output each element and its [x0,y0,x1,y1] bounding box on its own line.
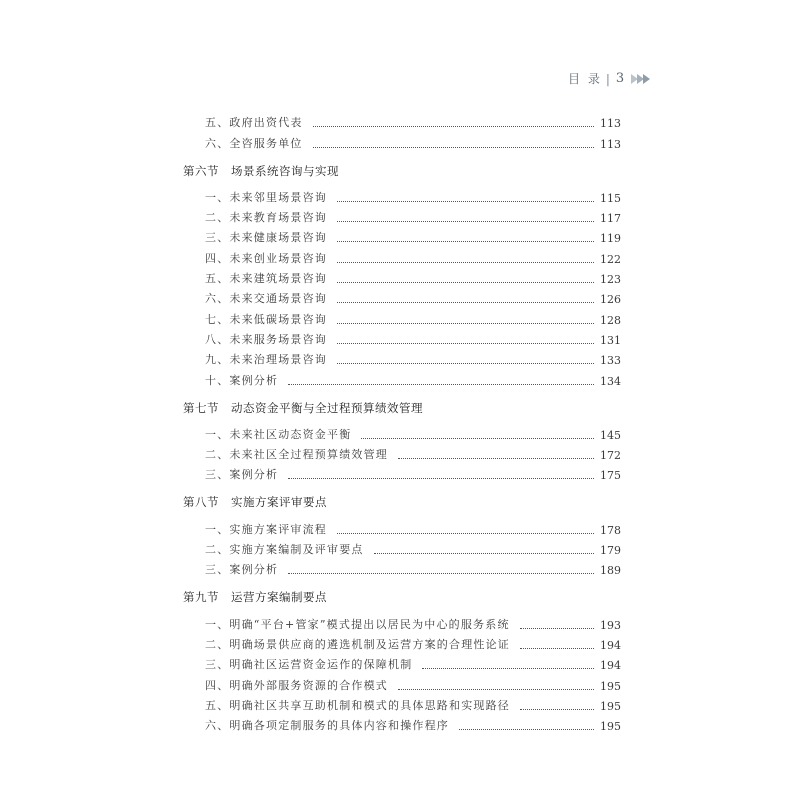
leader-dots [398,458,594,459]
toc-entry[interactable] [183,266,621,287]
section-title: 场景系统咨询与实现 [231,163,339,178]
toc-entry-page: 119 [600,232,621,246]
leader-dots [337,363,594,364]
toc-entry-page: 113 [600,117,621,131]
toc-entry-page: 178 [600,523,621,537]
toc-entry-page: 123 [600,273,621,287]
section-heading[interactable] [183,396,618,416]
leader-dots [313,126,594,127]
toc-entry[interactable] [183,185,621,205]
toc-entry[interactable] [183,286,621,307]
leader-dots [288,478,594,479]
leader-dots [337,533,594,534]
toc-entry[interactable] [183,632,621,652]
toc-entry[interactable] [183,652,621,673]
toc-entry-label: 十、案例分析 [205,373,279,387]
toc-entry-label: 七、未来低碳场景咨询 [205,312,327,326]
section-number: 第八节 [183,495,219,510]
section-number: 第六节 [183,163,219,178]
section-heading[interactable] [183,159,618,179]
toc-entry-page: 194 [600,638,621,652]
toc-entry-page: 195 [600,699,621,713]
table-of-contents [183,110,621,734]
toc-entry[interactable] [183,713,621,734]
leader-dots [520,648,594,649]
toc-entry-label: 六、未来交通场景咨询 [205,292,327,306]
toc-entry-page: 115 [600,191,621,205]
toc-entry-label: 一、明确“平台+管家”模式提出以居民为中心的服务系统 [205,617,510,631]
toc-entry-label: 二、实施方案编制及评审要点 [205,543,364,557]
toc-entry-label: 二、未来教育场景咨询 [205,211,327,225]
toc-entry-label: 三、案例分析 [205,468,279,482]
section-number: 第九节 [183,590,219,605]
toc-entry[interactable] [183,245,621,266]
toc-entry[interactable] [183,347,621,368]
toc-entry-page: 122 [600,252,621,266]
toc-entry[interactable] [183,205,621,226]
toc-entry-page: 179 [600,544,621,558]
toc-entry-page: 195 [600,679,621,693]
toc-entry-page: 117 [600,212,621,226]
toc-entry-label: 三、明确社区运营资金运作的保障机制 [205,658,413,672]
toc-entry[interactable] [183,327,621,347]
toc-entry-label: 六、全咨服务单位 [205,136,303,150]
section-title: 运营方案编制要点 [231,590,327,605]
toc-entry[interactable] [183,693,621,713]
leader-dots [361,438,594,439]
page-header [568,70,650,87]
toc-entry[interactable] [183,537,621,558]
toc-entry-label: 五、未来建筑场景咨询 [205,272,327,286]
leader-dots [520,709,594,710]
toc-entry-page: 128 [600,313,621,327]
toc-entry-page: 133 [600,354,621,368]
leader-dots [288,384,594,385]
toc-entry-page: 189 [600,564,621,578]
toc-entry[interactable] [183,422,621,442]
toc-entry-label: 五、政府出资代表 [205,116,303,130]
toc-entry-label: 二、未来社区全过程预算绩效管理 [205,448,388,462]
toc-entry-page: 194 [600,659,621,673]
toc-entry[interactable] [183,516,621,537]
leader-dots [520,628,594,629]
leader-dots [459,729,594,730]
toc-entry-label: 一、未来邻里场景咨询 [205,190,327,204]
toc-entry-label: 一、实施方案评审流程 [205,522,327,536]
toc-entry[interactable] [183,442,621,463]
toc-entry[interactable] [183,110,621,131]
toc-entry[interactable] [183,306,621,327]
toc-entry-page: 126 [600,293,621,307]
leader-dots [422,668,594,669]
header-separator: | [605,71,612,86]
section-heading[interactable] [183,490,618,510]
toc-entry[interactable] [183,557,621,578]
toc-entry[interactable] [183,462,621,483]
toc-entry[interactable] [183,130,621,151]
section-heading[interactable] [183,585,618,605]
toc-entry[interactable] [183,367,621,388]
leader-dots [337,221,594,222]
header-title: 目 录 [568,72,602,86]
toc-entry-label: 一、未来社区动态资金平衡 [205,427,352,441]
leader-dots [337,241,594,242]
leader-dots [313,147,594,148]
toc-entry-page: 175 [600,469,621,483]
section-number: 第七节 [183,400,219,415]
toc-entry-page: 134 [600,374,621,388]
leader-dots [337,302,594,303]
toc-entry-label: 四、未来创业场景咨询 [205,251,327,265]
toc-entry-label: 三、未来健康场景咨询 [205,231,327,245]
leader-dots [288,573,594,574]
toc-entry[interactable] [183,225,621,246]
toc-entry-label: 六、明确各项定制服务的具体内容和操作程序 [205,719,449,733]
leader-dots [337,201,594,202]
toc-entry-page: 193 [600,618,621,632]
leader-dots [398,689,594,690]
toc-entry-label: 四、明确外部服务资源的合作模式 [205,678,388,692]
toc-entry[interactable] [183,672,621,693]
section-title: 实施方案评审要点 [231,495,327,510]
leader-dots [337,323,594,324]
leader-dots [374,553,594,554]
chevron-right-icon [632,74,650,84]
leader-dots [337,262,594,263]
toc-entry-label: 三、案例分析 [205,563,279,577]
toc-entry[interactable] [183,611,621,632]
toc-entry-page: 113 [600,137,621,151]
toc-entry-label: 二、明确场景供应商的遴选机制及运营方案的合理性论证 [205,637,510,651]
header-page-number: 3 [615,71,625,86]
toc-entry-page: 195 [600,720,621,734]
toc-entry-page: 145 [600,428,621,442]
leader-dots [337,282,594,283]
leader-dots [337,343,594,344]
toc-entry-label: 五、明确社区共享互助机制和模式的具体思路和实现路径 [205,698,510,712]
toc-entry-label: 八、未来服务场景咨询 [205,332,327,346]
toc-entry-page: 131 [600,333,621,347]
section-title: 动态资金平衡与全过程预算绩效管理 [231,400,423,415]
toc-entry-page: 172 [600,449,621,463]
toc-entry-label: 九、未来治理场景咨询 [205,353,327,367]
